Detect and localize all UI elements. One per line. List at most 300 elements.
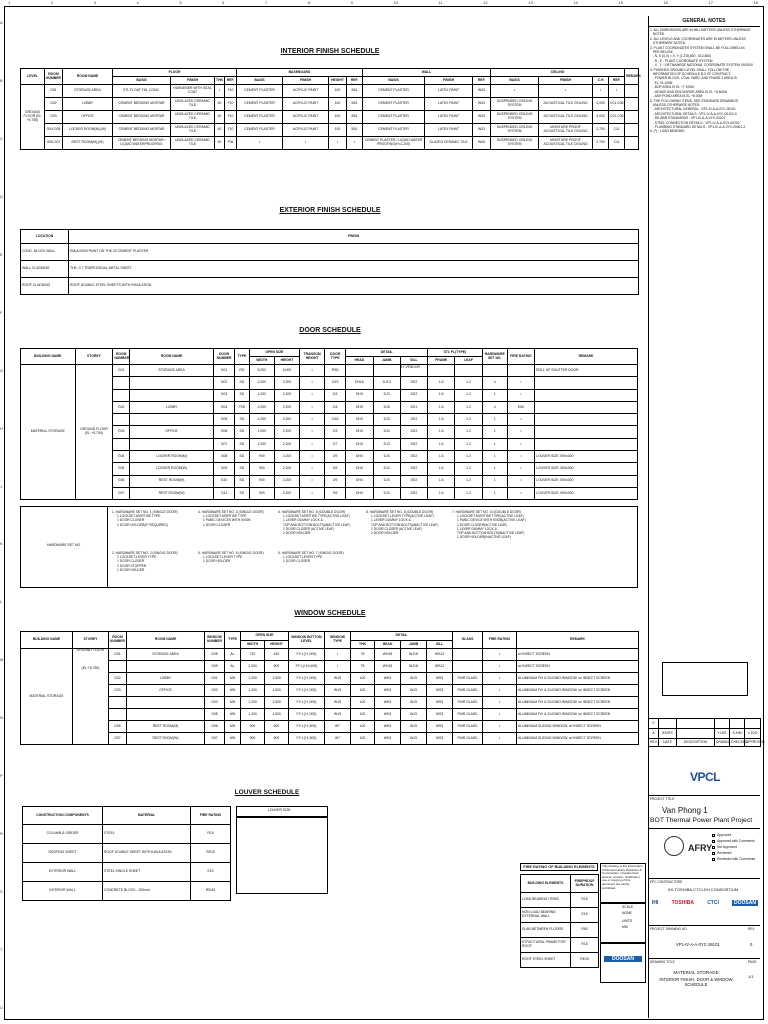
table-cell: G05: [214, 414, 235, 426]
table-cell: C01,C08: [609, 111, 625, 124]
col-detail: DETAIL: [346, 349, 428, 357]
hardware-note-line: 1 LEVER DUMMY LOCK &: [283, 518, 323, 523]
table-cell: [482, 365, 507, 377]
col-thk: THK: [351, 641, 375, 649]
table-cell: PAIR GLASS: [453, 697, 483, 709]
hardware-note-line: TOP AND BOTTOM BOLTS(INACTIVE LEAF): [371, 522, 439, 527]
table-cell: DH3: [346, 414, 373, 426]
table-row: [21, 111, 639, 124]
afry-logo-mark: [664, 836, 684, 856]
table-cell: DS2: [400, 377, 427, 389]
table-cell: •: [325, 649, 351, 661]
general-note-line: 6. (*) : LOAD BEARING: [650, 129, 685, 134]
hardware-note-line: 1 DOOR HOLDER: [203, 559, 231, 564]
table-cell: REST ROOM(M): [127, 721, 205, 733]
col-jamb: JAMB: [401, 641, 427, 649]
col-floor-ref: REF.: [225, 77, 237, 85]
table-cell: W03: [473, 85, 491, 98]
general-note-line: NOTED.: [650, 32, 666, 37]
col-bottom-level: WINDOW BOTTOM LEVEL: [289, 632, 325, 649]
ruler-mark: E: [0, 251, 3, 257]
table-cell: 600: [265, 733, 289, 745]
table-cell: F.F.L(+1,000): [289, 709, 325, 721]
table-cell: G03: [205, 697, 225, 709]
table-cell: G06: [214, 426, 235, 438]
table-cell: ROOF DOUBLE STEEL SHEETS WITH INSULATION: [69, 278, 639, 295]
table-cell: •: [483, 673, 517, 685]
table-cell: 900: [241, 721, 265, 733]
ruler-top: [8, 0, 758, 5]
table-cell: AW: [225, 733, 241, 745]
col-room-name: ROOM NAME: [130, 349, 214, 365]
general-note-line: 5. THE FOLLOWING ITEMS, SEE STANDARD DRAWINGS: [650, 98, 739, 103]
table-cell: G04: [113, 451, 130, 463]
hardware-note-line: 1 LOCKSET-LEVER TYPE: [203, 555, 243, 560]
hardware-note: [366, 510, 438, 535]
col-height: HEIGHT: [274, 357, 299, 365]
table-cell: •: [300, 463, 325, 475]
hardware-note: [198, 551, 264, 564]
table-cell: G08: [205, 649, 225, 661]
table-cell: 2,200: [274, 451, 299, 463]
col-ceiling-basis: BASIS: [491, 77, 539, 85]
table-cell: STEEL SINGLE SHEET: [103, 863, 191, 882]
table-cell: D4: [325, 401, 346, 413]
table-cell: G06,G07: [45, 137, 63, 150]
table-cell: SD: [235, 451, 250, 463]
ruler-mark: F: [0, 309, 3, 315]
doosan-logo: DOOSAN: [604, 956, 642, 962]
table-row: [21, 365, 638, 377]
table-cell: 100: [351, 697, 375, 709]
ruler-mark: U: [0, 1004, 3, 1010]
table-cell: DS2: [400, 463, 427, 475]
table-cell: 2,200: [274, 438, 299, 450]
hardware-label-cell: [20, 506, 108, 588]
table-cell: DJ4: [373, 426, 400, 438]
revision-row: [649, 719, 761, 729]
table-cell: DH4: [346, 487, 373, 499]
table-cell: 3,000: [593, 111, 609, 124]
table-cell: 1,500: [265, 697, 289, 709]
revision-header: DESCRIPTION: [677, 739, 715, 747]
table-cell: [535, 438, 638, 450]
table-cell: SD: [235, 414, 250, 426]
table-cell: [730, 719, 745, 729]
table-cell: CEMENT PLASTER: [363, 124, 425, 137]
divider: [648, 878, 760, 879]
table-cell: 900: [241, 733, 265, 745]
table-cell: W7: [325, 721, 351, 733]
status-checkbox[interactable]: [712, 846, 715, 849]
table-cell: [453, 649, 483, 661]
col-wall-ref: REF.: [473, 77, 491, 85]
table-cell: STL FLOAT FIN. CONC.: [113, 85, 171, 98]
table-cell: W03: [473, 111, 491, 124]
status-checkbox[interactable]: [712, 840, 715, 843]
col-material: MATERIAL: [103, 807, 191, 825]
col-room-number: ROOM NUMBER: [109, 632, 127, 649]
table-cell: F10: [225, 124, 237, 137]
table-row: [21, 673, 639, 685]
epc-name: IHI-TOSHIBA-CTCI-DH CONSORTIUM: [668, 887, 739, 892]
hardware-note-line: 2. HARDWARE SET NO. 2 (SINGLE DOOR): [112, 551, 178, 555]
table-cell: •: [507, 377, 534, 389]
table-cell: G02: [214, 377, 235, 389]
table-cell: WH18: [375, 649, 401, 661]
table-cell: D9: [325, 475, 346, 487]
storey-label: GROUND FLOOR: [76, 648, 105, 652]
table-cell: 1.2: [455, 377, 482, 389]
hardware-note-line: 5. HARDWARE SET NO. 5 (SINGLE DOOR): [198, 551, 264, 555]
table-cell: G04: [214, 401, 235, 413]
table-row: [21, 244, 639, 261]
table-cell: DS2: [400, 451, 427, 463]
table-cell: RSD: [325, 365, 346, 377]
table-cell: B01: [347, 124, 363, 137]
col-width: WIDTH: [249, 357, 274, 365]
table-cell: G03: [214, 389, 235, 401]
revision-header: DATE: [659, 739, 677, 747]
table-cell: WS3: [427, 685, 453, 697]
table-cell: R60: [571, 923, 599, 938]
general-notes-title: GENERAL NOTES: [648, 18, 760, 27]
table-cell: REI45: [191, 882, 231, 901]
table-cell: 2,200: [274, 487, 299, 499]
drawing-title-1: MATERIAL STORAGE: [673, 970, 719, 975]
table-cell: DJ3: [373, 389, 400, 401]
table-cell: DS2: [400, 438, 427, 450]
ruler-mark: 17: [708, 0, 713, 5]
ruler-mark: C: [0, 135, 3, 141]
table-cell: G02: [109, 673, 127, 685]
col-frame: FRAME: [428, 357, 455, 365]
table-cell: ROOF DOUBLE SHEET WITH INSULATION: [103, 844, 191, 863]
table-row: [21, 721, 639, 733]
table-cell: 1.2: [455, 475, 482, 487]
table-cell: FSD: [235, 401, 250, 413]
table-cell: STORAGE AREA: [63, 85, 113, 98]
ruler-mark: 7: [264, 0, 268, 5]
col-fire-rating: FIRE RATING: [507, 349, 534, 365]
table-cell: [428, 365, 455, 377]
table-row: [21, 124, 639, 137]
table-cell: PAIR GLASS: [453, 709, 483, 721]
table-cell: 1.6: [428, 414, 455, 426]
table-cell: G01: [113, 365, 130, 377]
hardware-note-line: 1 DOOR HOLDER: [117, 567, 145, 572]
general-note-line: - N , E : PLANT COORDINATE SYSTEM: [650, 58, 713, 63]
storey-cell: [73, 649, 109, 745]
hardware-note: [112, 551, 178, 572]
table-cell: 1.6: [428, 475, 455, 487]
col-head: HEAD: [346, 357, 373, 365]
table-cell: LOBBY: [63, 98, 113, 111]
table-cell: F.F.L(+1,500): [289, 733, 325, 745]
table-cell: 720: [241, 649, 265, 661]
hardware-note-line: 1 LOCKSET-MORTISE TYPE(ACTIVE LEAF): [283, 514, 350, 519]
table-cell: W03: [473, 98, 491, 111]
ruler-mark: H: [0, 425, 3, 431]
doosan-box: [600, 943, 646, 983]
table-cell: C11: [609, 137, 625, 150]
interior-finish-table: [20, 68, 639, 150]
table-cell: HARDENER WITH SEAL COAT: [171, 85, 215, 98]
table-cell: 2,700: [593, 137, 609, 150]
general-note-line: - PLUMBING STANDARD DETAILS : VP1-0/-A-A-0YX-00401-2: [650, 124, 746, 129]
table-cell: G03: [45, 111, 63, 124]
table-cell: OFFICE: [63, 111, 113, 124]
hardware-note-line: 1 DOOR CLOSER(ACTIVE LEAF): [457, 522, 508, 527]
doosan-logo-small: DOOSAN: [734, 900, 756, 906]
table-cell: DJ4: [373, 463, 400, 475]
fire-rating-table: [520, 874, 599, 968]
table-cell: WS3: [427, 697, 453, 709]
table-cell: 100: [329, 98, 347, 111]
table-cell: 1.6: [428, 377, 455, 389]
table-cell: •: [325, 661, 351, 673]
table-row: [521, 923, 599, 938]
table-cell: DH5: [346, 401, 373, 413]
ruler-mark: D: [0, 193, 3, 199]
ruler-mark: 4: [136, 0, 139, 5]
ruler-mark: A: [0, 20, 3, 25]
table-cell: 75: [351, 649, 375, 661]
louver-box: [236, 806, 328, 894]
table-cell: SUSPENDED CEILING SYSTEM: [491, 111, 539, 124]
table-cell: DH4: [346, 451, 373, 463]
table-cell: 1.2: [455, 414, 482, 426]
hardware-note: [112, 510, 178, 527]
table-cell: •: [507, 414, 534, 426]
general-note-line: - X , Y : VIETNAMESE NATIONAL COORDINATE SYSTEM VN2000: [650, 63, 753, 68]
col-ceiling-ref: REF.: [609, 77, 625, 85]
table-row: [21, 401, 638, 413]
hardware-note-line: 1 DOOR HOLDER(INACTIVE LEAF): [457, 535, 511, 540]
table-row: [21, 414, 638, 426]
hardware-note: [278, 510, 350, 535]
window-schedule-table: [20, 631, 639, 745]
table-cell: 2,200: [274, 414, 299, 426]
table-cell: 1,000: [249, 414, 274, 426]
table-cell: DH4: [346, 426, 373, 438]
ruler-mark: 13: [528, 0, 533, 5]
table-cell: G06: [205, 721, 225, 733]
table-cell: SD: [235, 487, 250, 499]
scale-label: SCALE: [622, 905, 634, 909]
table-cell: CEMENT PLASTER: [363, 111, 425, 124]
table-cell: STEEL: [103, 825, 191, 844]
table-cell: •: [347, 137, 363, 150]
table-cell: LOCKER ROOM(M): [130, 451, 214, 463]
table-cell: SUSPENDED CEILING SYSTEM: [491, 124, 539, 137]
table-cell: D18: [325, 414, 346, 426]
table-cell: D9: [325, 451, 346, 463]
table-cell: DJ4: [373, 451, 400, 463]
table-cell: 2,200: [274, 475, 299, 487]
col-sill: SILL: [427, 641, 453, 649]
table-cell: 1,000: [249, 438, 274, 450]
table-cell: W05: [473, 137, 491, 150]
table-cell: •: [483, 685, 517, 697]
table-cell: REST ROOM(W): [127, 733, 205, 745]
ruler-mark: 8: [307, 0, 311, 5]
col-jamb: JAMB: [373, 357, 400, 365]
general-note-line: - ARCHITECTURAL DETAILS : VP1-0/-A-A-0YC-00102-0: [650, 111, 737, 116]
interior-schedule-title: INTERIOR FINISH SCHEDULE: [280, 48, 380, 55]
status-label: Approved with Comments: [717, 839, 755, 843]
page-label: PAGE: [748, 960, 757, 964]
scale-value: NONE: [622, 911, 632, 915]
table-row: [21, 463, 638, 475]
page-value: 1/1: [748, 974, 754, 979]
col-window-type: WINDOW TYPE: [325, 632, 351, 649]
col-transom: TRANSOM HEIGHT: [300, 349, 325, 365]
table-cell: •: [609, 85, 625, 98]
ihi-logo: IHI: [652, 900, 659, 906]
general-note-line: 1. ALL DIMENSIONS ARE IN MILLIMETERS UNLESS OTHERWISE: [650, 28, 751, 32]
col-base-height: HEIGHT: [329, 77, 347, 85]
table-cell: ROOF STEEL SHEET: [521, 953, 571, 968]
col-remark: REMARK: [625, 69, 639, 85]
table-cell: 1.6: [428, 451, 455, 463]
table-cell: 900: [249, 463, 274, 475]
table-cell: •: [507, 389, 534, 401]
table-cell: INTERIOR WALL: [23, 882, 103, 901]
table-cell: D3: [325, 426, 346, 438]
table-cell: LATEX PAINT: [425, 111, 473, 124]
col-detail: DETAIL: [351, 632, 453, 641]
status-checkbox[interactable]: [712, 858, 715, 861]
table-cell: LOAD BEARING ITEMS: [521, 893, 571, 908]
ruler-left: [0, 20, 3, 1010]
table-cell: [535, 389, 638, 401]
col-location: LOCATION: [21, 230, 69, 244]
table-cell: SD: [235, 377, 250, 389]
ruler-mark: 16: [663, 0, 668, 5]
table-cell: WH3: [375, 685, 401, 697]
table-cell: DJ13: [373, 377, 400, 389]
status-checkbox[interactable]: [712, 834, 715, 837]
table-row: [21, 733, 639, 745]
drawing-title-2: INTERIOR FINISH, DOOR & WINDOW SCHEDULE: [659, 977, 733, 987]
table-cell: G02: [113, 401, 130, 413]
col-type: TYPE: [235, 349, 250, 365]
status-checkbox[interactable]: [712, 852, 715, 855]
col-level: LEVEL: [21, 69, 45, 85]
table-cell: 1,000: [249, 426, 274, 438]
table-cell: •: [483, 649, 517, 661]
table-cell: G10: [214, 475, 235, 487]
table-cell: 1: [482, 414, 507, 426]
table-cell: CEMENT PLASTER: [363, 98, 425, 111]
table-cell: [113, 438, 130, 450]
table-cell: GLAZED CERAMIC TILE: [425, 137, 473, 150]
ruler-mark: 1: [8, 0, 11, 5]
table-cell: G06: [113, 475, 130, 487]
hardware-note-line: 1 DOOR CLOSER: [203, 522, 231, 527]
ruler-mark: N: [0, 715, 3, 721]
table-cell: G01: [45, 85, 63, 98]
table-cell: PAIR GLASS: [453, 685, 483, 697]
table-cell: Y.LEE: [715, 729, 730, 739]
table-cell: WS12: [427, 661, 453, 673]
table-cell: [453, 661, 483, 673]
table-cell: •: [300, 451, 325, 463]
table-cell: PAIR GLASS: [453, 733, 483, 745]
table-cell: G02: [205, 685, 225, 697]
hardware-note-line: TOP AND BOTTOM BOLTS(INACTIVE LEAF): [457, 531, 525, 536]
table-cell: THK. 0.7 TRAPEZOIDAL METAL SHEET: [69, 261, 639, 278]
table-row: [521, 893, 599, 908]
table-cell: W7: [325, 733, 351, 745]
table-cell: G07: [214, 438, 235, 450]
hardware-note-line: 1 LOCKSET-MORTISE TYPE(ACTIVE LEAF): [457, 514, 524, 519]
table-cell: W03: [473, 124, 491, 137]
table-cell: •: [483, 697, 517, 709]
table-cell: 900: [249, 475, 274, 487]
table-row: [21, 649, 639, 661]
table-cell: 100: [351, 733, 375, 745]
table-cell: ROOFING SHEET: [23, 844, 103, 863]
louver-schedule-title: LOUVER SCHEDULE: [234, 789, 300, 796]
table-cell: REST ROOM(M): [130, 475, 214, 487]
ruler-mark: 14: [573, 0, 578, 5]
stamp-box: [662, 662, 748, 696]
table-row: [21, 426, 638, 438]
table-cell: 2,200: [274, 426, 299, 438]
table-cell: G08: [214, 451, 235, 463]
table-cell: 40: [215, 98, 225, 111]
table-row: [521, 938, 599, 953]
col-floor-basis: BASIS: [113, 77, 171, 85]
table-cell: 1,200: [241, 697, 265, 709]
table-row: [521, 908, 599, 923]
table-cell: 1.2: [455, 463, 482, 475]
table-cell: 420: [265, 649, 289, 661]
table-cell: ALUMINIUM FIX & SLIDING WINDOW, w/ INSECT SCREEN: [517, 709, 639, 721]
ruler-mark: 9: [350, 0, 353, 5]
table-row: [21, 487, 638, 499]
general-note-line: UNLESS OTHERWISE NOTED.: [650, 102, 701, 107]
ruler-mark: 3: [93, 0, 96, 5]
general-note-line: - ASH POND AREA IS EL +5.00M: [650, 94, 703, 99]
table-cell: 1.6: [428, 487, 455, 499]
table-cell: ROLL UP SHUTTER DOOR: [535, 365, 638, 377]
table-cell: G01: [214, 365, 235, 377]
hardware-note-line: 1 LOCKSET-MORTISE TYPE: [117, 514, 161, 519]
table-cell: SUSPENDED CEILING SYSTEM: [491, 98, 539, 111]
table-cell: WJ3: [401, 673, 427, 685]
table-cell: 1.6: [428, 426, 455, 438]
louver-size-label: LOUVER SIZE:: [268, 808, 292, 812]
hardware-note-line: 6. HARDWARE SET NO. 6 (DOUBLE DOOR): [278, 510, 346, 514]
table-cell: EXTERIOR WALL: [23, 863, 103, 882]
table-cell: STORAGE AREA: [127, 649, 205, 661]
table-cell: G04,G05: [45, 124, 63, 137]
table-cell: WJ18: [401, 649, 427, 661]
col-open-size: OPEN SIZE: [249, 349, 299, 357]
table-cell: [677, 729, 715, 739]
table-cell: LOCKER ROOM(W): [130, 463, 214, 475]
table-cell: [127, 697, 205, 709]
hardware-note: [198, 510, 264, 527]
table-cell: 900: [249, 487, 274, 499]
hardware-note-line: 1 LOCKSET-LEVER TYPE: [283, 555, 323, 560]
table-cell: G09: [214, 463, 235, 475]
table-cell: CEMENT PLASTER / LIQUID WATER PROOFING(H=1,200): [363, 137, 425, 150]
hardware-note-line: 1 DOOR CLOSER (ACTIVE LEAF): [283, 526, 335, 531]
